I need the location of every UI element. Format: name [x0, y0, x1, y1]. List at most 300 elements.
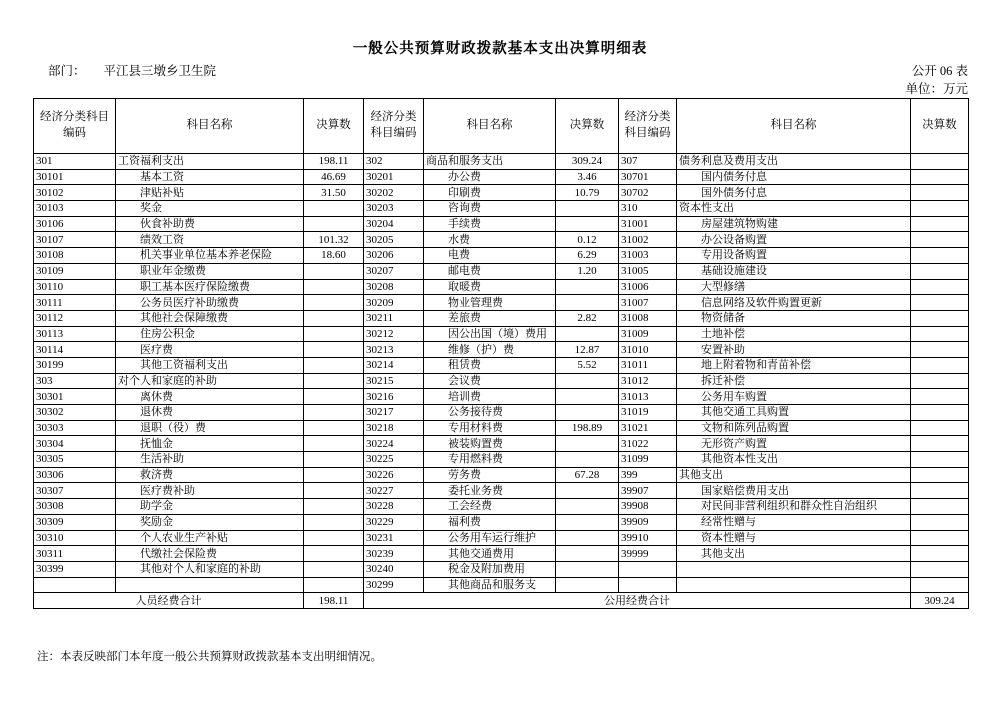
- code-cell: 39908: [619, 499, 677, 515]
- name-cell: 资本性赠与: [677, 530, 911, 546]
- value-cell: [304, 514, 364, 530]
- name-cell: 医疗费补助: [116, 483, 304, 499]
- code-cell: 31010: [619, 342, 677, 358]
- name-cell: 拆迁补偿: [677, 373, 911, 389]
- value-cell: [556, 561, 619, 577]
- code-cell: 302: [364, 154, 424, 170]
- table-row: [34, 248, 969, 264]
- name-cell: 办公设备购置: [677, 232, 911, 248]
- table-row: [34, 169, 969, 185]
- value-cell: [911, 232, 969, 248]
- value-cell: [304, 546, 364, 562]
- value-cell: [556, 326, 619, 342]
- name-cell: 邮电费: [424, 263, 556, 279]
- code-cell: 301: [34, 154, 116, 170]
- code-cell: [619, 577, 677, 593]
- name-cell: 助学金: [116, 499, 304, 515]
- value-cell: 3.46: [556, 169, 619, 185]
- value-cell: [911, 577, 969, 593]
- code-cell: 39909: [619, 514, 677, 530]
- value-cell: 101.32: [304, 232, 364, 248]
- value-cell: [304, 405, 364, 421]
- value-cell: [304, 201, 364, 217]
- name-cell: 职业年金缴费: [116, 263, 304, 279]
- value-cell: [911, 310, 969, 326]
- name-cell: 对个人和家庭的补助: [116, 373, 304, 389]
- code-cell: 30305: [34, 452, 116, 468]
- table-code-label: 公开 06 表: [911, 64, 968, 78]
- code-cell: 31005: [619, 263, 677, 279]
- code-cell: 30206: [364, 248, 424, 264]
- totals-row: [34, 593, 969, 609]
- value-cell: 5.52: [556, 357, 619, 373]
- table-row: [34, 405, 969, 421]
- code-cell: 30106: [34, 216, 116, 232]
- name-cell: 其他交通工具购置: [677, 405, 911, 421]
- name-cell: 资本性支出: [677, 201, 911, 217]
- department-line: [48, 61, 216, 79]
- name-cell: 无形资产购置: [677, 436, 911, 452]
- unit-label: 单位：万元: [905, 82, 968, 96]
- value-cell: 1.20: [556, 263, 619, 279]
- code-cell: 30299: [364, 577, 424, 593]
- value-cell: [556, 201, 619, 217]
- code-cell: 31003: [619, 248, 677, 264]
- name-cell: 培训费: [424, 389, 556, 405]
- name-cell: 文物和陈列品购置: [677, 420, 911, 436]
- code-cell: 30224: [364, 436, 424, 452]
- code-cell: 30205: [364, 232, 424, 248]
- value-cell: [911, 326, 969, 342]
- value-cell: [556, 577, 619, 593]
- value-cell: [911, 389, 969, 405]
- value-cell: [911, 514, 969, 530]
- code-cell: 30108: [34, 248, 116, 264]
- name-cell: 工资福利支出: [116, 154, 304, 170]
- code-cell: 30214: [364, 357, 424, 373]
- name-cell: 土地补偿: [677, 326, 911, 342]
- code-cell: [34, 577, 116, 593]
- value-cell: [304, 561, 364, 577]
- code-cell: 30114: [34, 342, 116, 358]
- name-cell: 其他资本性支出: [677, 452, 911, 468]
- code-cell: 30102: [34, 185, 116, 201]
- name-cell: 专用设备购置: [677, 248, 911, 264]
- name-cell: 水费: [424, 232, 556, 248]
- table-row: [34, 185, 969, 201]
- value-cell: [304, 577, 364, 593]
- code-cell: 30208: [364, 279, 424, 295]
- code-cell: 30303: [34, 420, 116, 436]
- code-cell: 30310: [34, 530, 116, 546]
- code-cell: 30113: [34, 326, 116, 342]
- value-cell: 67.28: [556, 467, 619, 483]
- value-cell: 6.29: [556, 248, 619, 264]
- table-row: [34, 232, 969, 248]
- code-cell: 30306: [34, 467, 116, 483]
- code-cell: 30111: [34, 295, 116, 311]
- code-cell: 30216: [364, 389, 424, 405]
- code-cell: 30112: [34, 310, 116, 326]
- name-cell: 大型修缮: [677, 279, 911, 295]
- code-cell: 30239: [364, 546, 424, 562]
- code-cell: 30199: [34, 357, 116, 373]
- name-cell: 专用燃料费: [424, 452, 556, 468]
- code-cell: 307: [619, 154, 677, 170]
- value-cell: [304, 295, 364, 311]
- code-cell: 399: [619, 467, 677, 483]
- name-cell: 医疗费: [116, 342, 304, 358]
- name-cell: 物业管理费: [424, 295, 556, 311]
- code-cell: 30218: [364, 420, 424, 436]
- code-cell: 31002: [619, 232, 677, 248]
- code-cell: 30103: [34, 201, 116, 217]
- name-cell: 专用材料费: [424, 420, 556, 436]
- name-cell: 取暖费: [424, 279, 556, 295]
- value-cell: [304, 483, 364, 499]
- name-cell: 会议费: [424, 373, 556, 389]
- code-cell: 30304: [34, 436, 116, 452]
- code-cell: 31022: [619, 436, 677, 452]
- name-cell: 代缴社会保险费: [116, 546, 304, 562]
- code-cell: 30202: [364, 185, 424, 201]
- value-cell: [911, 342, 969, 358]
- code-cell: 303: [34, 373, 116, 389]
- name-cell: 租赁费: [424, 357, 556, 373]
- code-cell: 31011: [619, 357, 677, 373]
- table-row: [34, 326, 969, 342]
- name-cell: 咨询费: [424, 201, 556, 217]
- header-value-2: 决算数: [556, 99, 619, 154]
- personnel-total-value: 198.11: [304, 593, 364, 609]
- name-cell: 职工基本医疗保险缴费: [116, 279, 304, 295]
- name-cell: 其他支出: [677, 546, 911, 562]
- code-cell: 30228: [364, 499, 424, 515]
- value-cell: [911, 420, 969, 436]
- value-cell: [304, 263, 364, 279]
- name-cell: 债务利息及费用支出: [677, 154, 911, 170]
- table-row: [34, 389, 969, 405]
- table-row: [34, 263, 969, 279]
- name-cell: 机关事业单位基本养老保险: [116, 248, 304, 264]
- code-cell: 30307: [34, 483, 116, 499]
- code-cell: 31012: [619, 373, 677, 389]
- name-cell: 电费: [424, 248, 556, 264]
- table-row: [34, 514, 969, 530]
- value-cell: 31.50: [304, 185, 364, 201]
- value-cell: [304, 499, 364, 515]
- name-cell: 国家赔偿费用支出: [677, 483, 911, 499]
- name-cell: 其他交通费用: [424, 546, 556, 562]
- header-name-2: 科目名称: [424, 99, 556, 154]
- code-cell: 30211: [364, 310, 424, 326]
- value-cell: 198.89: [556, 420, 619, 436]
- name-cell: [116, 577, 304, 593]
- name-cell: 基本工资: [116, 169, 304, 185]
- table-row: [34, 373, 969, 389]
- name-cell: 地上附着物和青苗补偿: [677, 357, 911, 373]
- value-cell: [911, 483, 969, 499]
- table-row: [34, 216, 969, 232]
- table-row: [34, 436, 969, 452]
- footnote: 注：本表反映部门本年度一般公共预算财政拨款基本支出明细情况。: [37, 651, 382, 663]
- table-row: [34, 342, 969, 358]
- name-cell: 退休费: [116, 405, 304, 421]
- table-header-row: [34, 99, 969, 154]
- value-cell: [556, 452, 619, 468]
- code-cell: 31006: [619, 279, 677, 295]
- value-cell: [911, 295, 969, 311]
- code-cell: 30101: [34, 169, 116, 185]
- name-cell: 公务员医疗补助缴费: [116, 295, 304, 311]
- name-cell: 经常性赠与: [677, 514, 911, 530]
- public-total-label: 公用经费合计: [364, 593, 911, 609]
- value-cell: [304, 216, 364, 232]
- value-cell: 2.82: [556, 310, 619, 326]
- value-cell: [911, 561, 969, 577]
- page-title: 一般公共预算财政拨款基本支出决算明细表: [352, 41, 648, 57]
- table-row: [34, 357, 969, 373]
- value-cell: [911, 154, 969, 170]
- name-cell: 信息网络及软件购置更新: [677, 295, 911, 311]
- value-cell: 46.69: [304, 169, 364, 185]
- table-row: [34, 295, 969, 311]
- code-cell: 30309: [34, 514, 116, 530]
- table-row: [34, 452, 969, 468]
- value-cell: [556, 483, 619, 499]
- name-cell: 其他商品和服务支: [424, 577, 556, 593]
- code-cell: [619, 561, 677, 577]
- department-value: 平江县三墩乡卫生院: [103, 64, 217, 78]
- name-cell: 税金及附加费用: [424, 561, 556, 577]
- code-cell: 310: [619, 201, 677, 217]
- value-cell: 198.11: [304, 154, 364, 170]
- header-name-3: 科目名称: [677, 99, 911, 154]
- value-cell: [304, 326, 364, 342]
- table-row: [34, 499, 969, 515]
- value-cell: [304, 467, 364, 483]
- code-cell: 30311: [34, 546, 116, 562]
- name-cell: 奖金: [116, 201, 304, 217]
- value-cell: [911, 546, 969, 562]
- name-cell: 住房公积金: [116, 326, 304, 342]
- value-cell: [911, 248, 969, 264]
- name-cell: 房屋建筑物购建: [677, 216, 911, 232]
- table-row: [34, 483, 969, 499]
- code-cell: 31009: [619, 326, 677, 342]
- code-cell: 31013: [619, 389, 677, 405]
- code-cell: 30215: [364, 373, 424, 389]
- value-cell: [556, 530, 619, 546]
- value-cell: [911, 169, 969, 185]
- name-cell: 公务接待费: [424, 405, 556, 421]
- value-cell: [304, 530, 364, 546]
- name-cell: 个人农业生产补贴: [116, 530, 304, 546]
- value-cell: [304, 279, 364, 295]
- name-cell: 商品和服务支出: [424, 154, 556, 170]
- header-value-3: 决算数: [911, 99, 969, 154]
- value-cell: [911, 216, 969, 232]
- value-cell: [911, 279, 969, 295]
- value-cell: [304, 357, 364, 373]
- personnel-total-label: 人员经费合计: [34, 593, 304, 609]
- table-row: [34, 201, 969, 217]
- table-row: [34, 561, 969, 577]
- name-cell: 救济费: [116, 467, 304, 483]
- value-cell: [911, 436, 969, 452]
- value-cell: [304, 436, 364, 452]
- table-row: [34, 420, 969, 436]
- code-cell: 30213: [364, 342, 424, 358]
- name-cell: 劳务费: [424, 467, 556, 483]
- value-cell: [911, 373, 969, 389]
- budget-table: [33, 98, 969, 609]
- name-cell: 对民间非营利组织和群众性自治组织: [677, 499, 911, 515]
- name-cell: 安置补助: [677, 342, 911, 358]
- code-cell: 30204: [364, 216, 424, 232]
- code-cell: 30107: [34, 232, 116, 248]
- name-cell: 手续费: [424, 216, 556, 232]
- value-cell: [304, 420, 364, 436]
- value-cell: [556, 546, 619, 562]
- code-cell: 31001: [619, 216, 677, 232]
- name-cell: 公务用车购置: [677, 389, 911, 405]
- name-cell: 其他支出: [677, 467, 911, 483]
- value-cell: 10.79: [556, 185, 619, 201]
- name-cell: 绩效工资: [116, 232, 304, 248]
- table-body: [34, 154, 969, 593]
- value-cell: [911, 499, 969, 515]
- name-cell: 国外债务付息: [677, 185, 911, 201]
- value-cell: [911, 263, 969, 279]
- value-cell: [556, 216, 619, 232]
- value-cell: [556, 436, 619, 452]
- value-cell: [556, 499, 619, 515]
- name-cell: 抚恤金: [116, 436, 304, 452]
- header-value-1: 决算数: [304, 99, 364, 154]
- table-row: [34, 279, 969, 295]
- value-cell: [911, 467, 969, 483]
- code-cell: 31019: [619, 405, 677, 421]
- value-cell: [556, 295, 619, 311]
- code-cell: 30301: [34, 389, 116, 405]
- name-cell: 公务用车运行维护: [424, 530, 556, 546]
- name-cell: 工会经费: [424, 499, 556, 515]
- name-cell: 被装购置费: [424, 436, 556, 452]
- value-cell: [911, 357, 969, 373]
- name-cell: 退职（役）费: [116, 420, 304, 436]
- value-cell: [304, 389, 364, 405]
- code-cell: 31008: [619, 310, 677, 326]
- header-name-1: 科目名称: [116, 99, 304, 154]
- value-cell: 0.12: [556, 232, 619, 248]
- code-cell: 31007: [619, 295, 677, 311]
- code-cell: 30225: [364, 452, 424, 468]
- name-cell: 其他工资福利支出: [116, 357, 304, 373]
- name-cell: 福利费: [424, 514, 556, 530]
- code-cell: 30240: [364, 561, 424, 577]
- value-cell: [556, 514, 619, 530]
- name-cell: 因公出国（境）费用: [424, 326, 556, 342]
- table-row: [34, 467, 969, 483]
- value-cell: [911, 201, 969, 217]
- table-row: [34, 310, 969, 326]
- name-cell: 维修（护）费: [424, 342, 556, 358]
- value-cell: [911, 530, 969, 546]
- name-cell: [677, 577, 911, 593]
- name-cell: 离休费: [116, 389, 304, 405]
- name-cell: 生活补助: [116, 452, 304, 468]
- table-row: [34, 154, 969, 170]
- value-cell: [911, 452, 969, 468]
- value-cell: [304, 452, 364, 468]
- code-cell: 31099: [619, 452, 677, 468]
- table-row: [34, 530, 969, 546]
- code-cell: 30227: [364, 483, 424, 499]
- name-cell: 基础设施建设: [677, 263, 911, 279]
- value-cell: [556, 389, 619, 405]
- name-cell: 委托业务费: [424, 483, 556, 499]
- value-cell: 309.24: [556, 154, 619, 170]
- value-cell: [556, 373, 619, 389]
- name-cell: 物资储备: [677, 310, 911, 326]
- name-cell: 差旅费: [424, 310, 556, 326]
- code-cell: 30702: [619, 185, 677, 201]
- name-cell: 津贴补贴: [116, 185, 304, 201]
- value-cell: [556, 279, 619, 295]
- code-cell: 39910: [619, 530, 677, 546]
- code-cell: 30110: [34, 279, 116, 295]
- value-cell: [556, 405, 619, 421]
- value-cell: 18.60: [304, 248, 364, 264]
- code-cell: 30207: [364, 263, 424, 279]
- public-total-value: 309.24: [911, 593, 969, 609]
- header-code-2: 经济分类科目编码: [364, 99, 424, 154]
- code-cell: 39907: [619, 483, 677, 499]
- code-cell: 30203: [364, 201, 424, 217]
- name-cell: [677, 561, 911, 577]
- code-cell: 30201: [364, 169, 424, 185]
- code-cell: 30226: [364, 467, 424, 483]
- code-cell: 31021: [619, 420, 677, 436]
- table-row: [34, 577, 969, 593]
- name-cell: 印刷费: [424, 185, 556, 201]
- value-cell: 12.87: [556, 342, 619, 358]
- code-cell: 30209: [364, 295, 424, 311]
- name-cell: 办公费: [424, 169, 556, 185]
- name-cell: 其他对个人和家庭的补助: [116, 561, 304, 577]
- value-cell: [911, 185, 969, 201]
- code-cell: 30217: [364, 405, 424, 421]
- name-cell: 国内债务付息: [677, 169, 911, 185]
- header-code-1: 经济分类科目编码: [34, 99, 116, 154]
- code-cell: 30229: [364, 514, 424, 530]
- value-cell: [304, 310, 364, 326]
- code-cell: 30109: [34, 263, 116, 279]
- header-code-3: 经济分类科目编码: [619, 99, 677, 154]
- value-cell: [911, 405, 969, 421]
- department-label: 部门：: [48, 64, 86, 78]
- code-cell: 30231: [364, 530, 424, 546]
- code-cell: 30701: [619, 169, 677, 185]
- code-cell: 30302: [34, 405, 116, 421]
- name-cell: 奖励金: [116, 514, 304, 530]
- code-cell: 39999: [619, 546, 677, 562]
- value-cell: [304, 342, 364, 358]
- name-cell: 其他社会保障缴费: [116, 310, 304, 326]
- name-cell: 伙食补助费: [116, 216, 304, 232]
- value-cell: [304, 373, 364, 389]
